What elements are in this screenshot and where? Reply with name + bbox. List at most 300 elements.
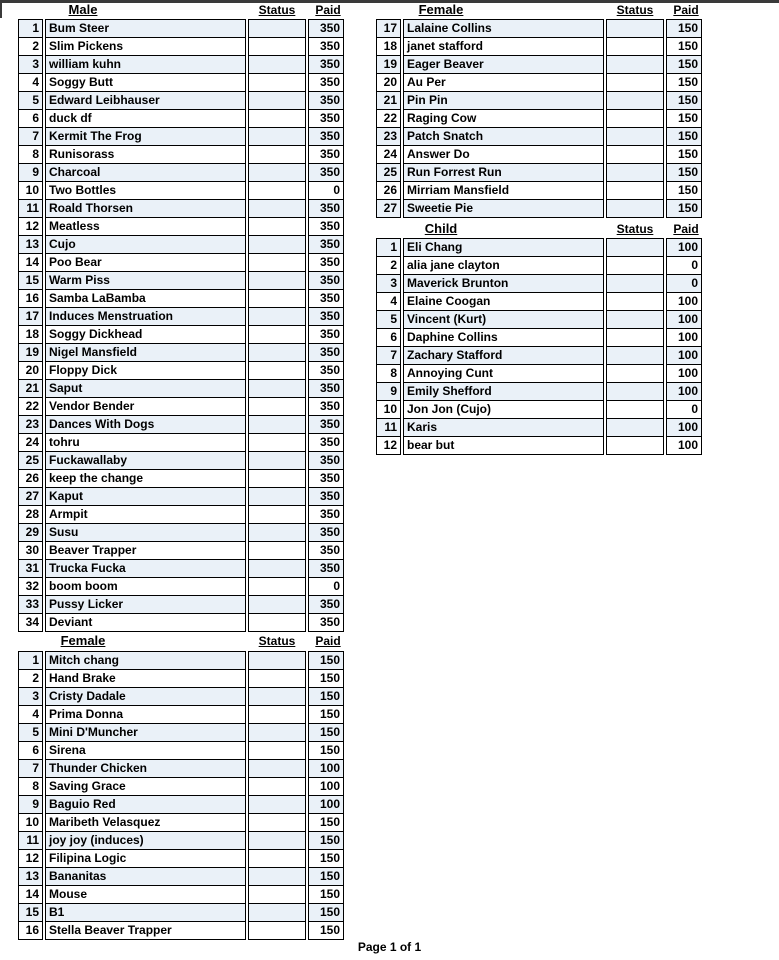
table-row xyxy=(376,274,706,293)
table-row xyxy=(376,91,706,110)
row-number-cell: 7 xyxy=(18,127,43,146)
name-cell: Daphine Collins xyxy=(403,328,604,347)
table-row xyxy=(18,127,348,146)
row-number-cell: 10 xyxy=(18,813,43,832)
status-cell xyxy=(248,505,306,524)
name-cell: Slim Pickens xyxy=(45,37,246,56)
paid-cell: 150 xyxy=(666,163,702,182)
paid-cell: 100 xyxy=(666,418,702,437)
status-cell xyxy=(248,759,306,778)
table-row xyxy=(18,885,348,904)
child-table-header xyxy=(376,221,706,238)
name-cell: Karis xyxy=(403,418,604,437)
paid-cell: 350 xyxy=(308,487,344,506)
status-cell xyxy=(248,325,306,344)
name-cell: Two Bottles xyxy=(45,181,246,200)
paid-cell: 150 xyxy=(308,651,344,670)
row-number-cell: 8 xyxy=(18,145,43,164)
name-cell: Zachary Stafford xyxy=(403,346,604,365)
table-row xyxy=(18,199,348,218)
paid-cell: 350 xyxy=(308,127,344,146)
status-cell xyxy=(606,436,664,455)
status-cell xyxy=(248,397,306,416)
paid-cell: 350 xyxy=(308,19,344,38)
status-cell xyxy=(248,55,306,74)
row-number-cell: 12 xyxy=(18,849,43,868)
row-number-cell: 27 xyxy=(376,199,401,218)
row-number-cell: 17 xyxy=(376,19,401,38)
status-cell xyxy=(248,145,306,164)
row-number-cell: 7 xyxy=(18,759,43,778)
name-cell: Cristy Dadale xyxy=(45,687,246,706)
paid-cell: 150 xyxy=(666,55,702,74)
name-cell: tohru xyxy=(45,433,246,452)
paid-cell: 100 xyxy=(666,382,702,401)
status-column-header: Status xyxy=(616,3,654,17)
row-number-cell: 32 xyxy=(18,577,43,596)
name-cell: keep the change xyxy=(45,469,246,488)
table-row xyxy=(18,849,348,868)
name-cell: Eli Chang xyxy=(403,238,604,257)
status-cell xyxy=(606,328,664,347)
row-number-cell: 1 xyxy=(18,651,43,670)
table-row xyxy=(18,343,348,362)
table-row xyxy=(376,256,706,275)
status-cell xyxy=(248,921,306,940)
name-cell: Cujo xyxy=(45,235,246,254)
row-number-cell: 20 xyxy=(376,73,401,92)
row-number-cell: 14 xyxy=(18,885,43,904)
row-number-cell: 10 xyxy=(376,400,401,419)
name-cell: Armpit xyxy=(45,505,246,524)
name-cell: Mirriam Mansfield xyxy=(403,181,604,200)
paid-cell: 350 xyxy=(308,469,344,488)
name-cell: Bum Steer xyxy=(45,19,246,38)
row-number-cell: 11 xyxy=(18,831,43,850)
status-cell xyxy=(606,238,664,257)
name-cell: Raging Cow xyxy=(403,109,604,128)
table-row xyxy=(18,903,348,922)
table-row xyxy=(18,595,348,614)
row-number-cell: 11 xyxy=(376,418,401,437)
table-row xyxy=(376,328,706,347)
name-cell: Hand Brake xyxy=(45,669,246,688)
paid-cell: 0 xyxy=(308,577,344,596)
status-column-header: Status xyxy=(616,222,654,236)
table-row xyxy=(376,55,706,74)
row-number-cell: 2 xyxy=(18,37,43,56)
paid-cell: 150 xyxy=(666,145,702,164)
name-cell: B1 xyxy=(45,903,246,922)
paid-cell: 150 xyxy=(666,127,702,146)
row-number-cell: 19 xyxy=(376,55,401,74)
name-cell: Stella Beaver Trapper xyxy=(45,921,246,940)
row-number-cell: 11 xyxy=(18,199,43,218)
paid-cell: 0 xyxy=(666,274,702,293)
status-cell xyxy=(248,253,306,272)
name-cell: Mitch chang xyxy=(45,651,246,670)
paid-cell: 350 xyxy=(308,55,344,74)
paid-cell: 150 xyxy=(666,73,702,92)
name-cell: Kaput xyxy=(45,487,246,506)
name-cell: william kuhn xyxy=(45,55,246,74)
paid-cell: 350 xyxy=(308,343,344,362)
name-cell: Soggy Dickhead xyxy=(45,325,246,344)
paid-cell: 150 xyxy=(666,19,702,38)
status-cell xyxy=(606,109,664,128)
paid-cell: 100 xyxy=(666,436,702,455)
name-cell: Filipina Logic xyxy=(45,849,246,868)
table-row xyxy=(18,759,348,778)
male-table-header xyxy=(18,2,348,19)
paid-cell: 0 xyxy=(308,181,344,200)
paid-cell: 350 xyxy=(308,451,344,470)
row-number-cell: 4 xyxy=(18,705,43,724)
status-cell xyxy=(248,199,306,218)
status-cell xyxy=(606,274,664,293)
table-title: Child xyxy=(424,221,458,236)
paid-cell: 0 xyxy=(666,256,702,275)
paid-cell: 350 xyxy=(308,505,344,524)
row-number-cell: 20 xyxy=(18,361,43,380)
paid-cell: 150 xyxy=(308,903,344,922)
status-cell xyxy=(248,37,306,56)
name-cell: Pussy Licker xyxy=(45,595,246,614)
table-title: Male xyxy=(68,2,98,17)
name-cell: Samba LaBamba xyxy=(45,289,246,308)
row-number-cell: 1 xyxy=(18,19,43,38)
paid-cell: 100 xyxy=(666,346,702,365)
status-cell xyxy=(606,382,664,401)
name-cell: bear but xyxy=(403,436,604,455)
status-cell xyxy=(248,361,306,380)
paid-cell: 350 xyxy=(308,91,344,110)
status-cell xyxy=(248,487,306,506)
table-row xyxy=(376,37,706,56)
name-cell: Emily Shefford xyxy=(403,382,604,401)
status-cell xyxy=(606,37,664,56)
name-cell: Warm Piss xyxy=(45,271,246,290)
status-cell xyxy=(248,651,306,670)
row-number-cell: 27 xyxy=(18,487,43,506)
status-cell xyxy=(606,181,664,200)
table-row xyxy=(18,867,348,886)
paid-cell: 350 xyxy=(308,253,344,272)
paid-cell: 150 xyxy=(308,687,344,706)
status-cell xyxy=(606,346,664,365)
status-cell xyxy=(248,307,306,326)
table-row xyxy=(18,687,348,706)
male-table-rows xyxy=(18,19,348,632)
name-cell: Pin Pin xyxy=(403,91,604,110)
status-cell xyxy=(248,577,306,596)
row-number-cell: 19 xyxy=(18,343,43,362)
row-number-cell: 6 xyxy=(18,741,43,760)
row-number-cell: 31 xyxy=(18,559,43,578)
row-number-cell: 12 xyxy=(376,436,401,455)
table-row xyxy=(376,436,706,455)
row-number-cell: 5 xyxy=(18,723,43,742)
name-cell: Poo Bear xyxy=(45,253,246,272)
paid-column-header: Paid xyxy=(673,3,699,17)
name-cell: Lalaine Collins xyxy=(403,19,604,38)
status-cell xyxy=(248,741,306,760)
paid-cell: 350 xyxy=(308,109,344,128)
name-cell: Eager Beaver xyxy=(403,55,604,74)
table-row xyxy=(376,418,706,437)
table-row xyxy=(18,669,348,688)
table-row xyxy=(18,723,348,742)
paid-cell: 100 xyxy=(308,759,344,778)
status-cell xyxy=(248,705,306,724)
table-title: Female xyxy=(60,633,106,648)
row-number-cell: 21 xyxy=(376,91,401,110)
row-number-cell: 4 xyxy=(18,73,43,92)
paid-cell: 150 xyxy=(666,199,702,218)
row-number-cell: 2 xyxy=(18,669,43,688)
status-cell xyxy=(606,310,664,329)
row-number-cell: 3 xyxy=(18,687,43,706)
status-cell xyxy=(606,400,664,419)
paid-cell: 150 xyxy=(666,181,702,200)
status-cell xyxy=(248,723,306,742)
row-number-cell: 4 xyxy=(376,292,401,311)
paid-cell: 350 xyxy=(308,595,344,614)
name-cell: Charcoal xyxy=(45,163,246,182)
paid-cell: 150 xyxy=(308,867,344,886)
paid-cell: 350 xyxy=(308,307,344,326)
status-cell xyxy=(248,451,306,470)
name-cell: Trucka Fucka xyxy=(45,559,246,578)
row-number-cell: 26 xyxy=(376,181,401,200)
table-row xyxy=(18,145,348,164)
paid-cell: 350 xyxy=(308,73,344,92)
name-cell: Beaver Trapper xyxy=(45,541,246,560)
paid-cell: 350 xyxy=(308,145,344,164)
row-number-cell: 8 xyxy=(18,777,43,796)
status-cell xyxy=(248,849,306,868)
row-number-cell: 34 xyxy=(18,613,43,632)
table-row xyxy=(376,109,706,128)
table-row xyxy=(18,469,348,488)
name-cell: Thunder Chicken xyxy=(45,759,246,778)
name-cell: boom boom xyxy=(45,577,246,596)
paid-cell: 150 xyxy=(308,849,344,868)
status-cell xyxy=(248,379,306,398)
female-right-table-rows xyxy=(376,19,706,218)
table-row xyxy=(18,415,348,434)
name-cell: Mini D'Muncher xyxy=(45,723,246,742)
status-cell xyxy=(248,73,306,92)
paid-column-header: Paid xyxy=(315,634,341,648)
table-row xyxy=(18,651,348,670)
table-row xyxy=(18,541,348,560)
table-row xyxy=(18,289,348,308)
status-cell xyxy=(248,19,306,38)
paid-cell: 0 xyxy=(666,400,702,419)
name-cell: Saving Grace xyxy=(45,777,246,796)
status-cell xyxy=(248,903,306,922)
row-number-cell: 13 xyxy=(18,867,43,886)
name-cell: Patch Snatch xyxy=(403,127,604,146)
paid-cell: 100 xyxy=(308,795,344,814)
row-number-cell: 18 xyxy=(376,37,401,56)
paid-cell: 150 xyxy=(666,109,702,128)
female-right-table xyxy=(376,2,706,215)
name-cell: Vincent (Kurt) xyxy=(403,310,604,329)
name-cell: Soggy Butt xyxy=(45,73,246,92)
name-cell: Saput xyxy=(45,379,246,398)
row-number-cell: 23 xyxy=(376,127,401,146)
status-cell xyxy=(248,91,306,110)
status-cell xyxy=(606,55,664,74)
status-cell xyxy=(606,418,664,437)
table-row xyxy=(18,325,348,344)
table-row xyxy=(376,19,706,38)
status-cell xyxy=(248,613,306,632)
name-cell: Mouse xyxy=(45,885,246,904)
table-row xyxy=(376,73,706,92)
table-row xyxy=(376,238,706,257)
status-cell xyxy=(248,541,306,560)
name-cell: Kermit The Frog xyxy=(45,127,246,146)
table-row xyxy=(376,163,706,182)
status-cell xyxy=(248,343,306,362)
name-cell: Fuckawallaby xyxy=(45,451,246,470)
paid-cell: 350 xyxy=(308,523,344,542)
paid-cell: 350 xyxy=(308,163,344,182)
row-number-cell: 25 xyxy=(376,163,401,182)
row-number-cell: 9 xyxy=(376,382,401,401)
paid-cell: 350 xyxy=(308,559,344,578)
row-number-cell: 22 xyxy=(18,397,43,416)
child-table-rows xyxy=(376,238,706,455)
row-number-cell: 6 xyxy=(18,109,43,128)
table-row xyxy=(18,163,348,182)
row-number-cell: 3 xyxy=(376,274,401,293)
status-cell xyxy=(248,181,306,200)
table-row xyxy=(18,235,348,254)
row-number-cell: 22 xyxy=(376,109,401,128)
paid-cell: 350 xyxy=(308,217,344,236)
status-cell xyxy=(248,469,306,488)
table-row xyxy=(376,346,706,365)
name-cell: Edward Leibhauser xyxy=(45,91,246,110)
row-number-cell: 18 xyxy=(18,325,43,344)
name-cell: duck df xyxy=(45,109,246,128)
name-cell: Maverick Brunton xyxy=(403,274,604,293)
status-cell xyxy=(248,163,306,182)
table-row xyxy=(18,577,348,596)
status-column-header: Status xyxy=(258,3,296,17)
paid-column-header: Paid xyxy=(315,3,341,17)
name-cell: Vendor Bender xyxy=(45,397,246,416)
paid-cell: 350 xyxy=(308,37,344,56)
paid-cell: 150 xyxy=(308,705,344,724)
female-left-table xyxy=(18,633,348,937)
name-cell: Runisorass xyxy=(45,145,246,164)
status-cell xyxy=(248,235,306,254)
row-number-cell: 23 xyxy=(18,415,43,434)
name-cell: Induces Menstruation xyxy=(45,307,246,326)
paid-cell: 350 xyxy=(308,397,344,416)
table-row xyxy=(18,253,348,272)
female-right-table-header xyxy=(376,2,706,19)
row-number-cell: 21 xyxy=(18,379,43,398)
row-number-cell: 3 xyxy=(18,55,43,74)
name-cell: Nigel Mansfield xyxy=(45,343,246,362)
name-cell: Jon Jon (Cujo) xyxy=(403,400,604,419)
table-row xyxy=(18,505,348,524)
table-row xyxy=(18,831,348,850)
status-cell xyxy=(248,523,306,542)
status-cell xyxy=(606,73,664,92)
paid-cell: 150 xyxy=(308,921,344,940)
name-cell: Sirena xyxy=(45,741,246,760)
table-row xyxy=(376,181,706,200)
status-cell xyxy=(248,795,306,814)
table-row xyxy=(376,199,706,218)
row-number-cell: 25 xyxy=(18,451,43,470)
status-cell xyxy=(248,669,306,688)
status-cell xyxy=(248,885,306,904)
table-row xyxy=(18,487,348,506)
row-number-cell: 6 xyxy=(376,328,401,347)
paid-cell: 350 xyxy=(308,613,344,632)
table-row xyxy=(18,741,348,760)
row-number-cell: 12 xyxy=(18,217,43,236)
name-cell: Maribeth Velasquez xyxy=(45,813,246,832)
paid-cell: 100 xyxy=(308,777,344,796)
table-row xyxy=(18,795,348,814)
status-cell xyxy=(248,595,306,614)
status-column-header: Status xyxy=(258,634,296,648)
table-row xyxy=(18,361,348,380)
paid-cell: 100 xyxy=(666,292,702,311)
table-row xyxy=(18,921,348,940)
status-cell xyxy=(248,867,306,886)
name-cell: Baguio Red xyxy=(45,795,246,814)
row-number-cell: 17 xyxy=(18,307,43,326)
female-left-table-rows xyxy=(18,651,348,940)
name-cell: Deviant xyxy=(45,613,246,632)
table-row xyxy=(18,55,348,74)
row-number-cell: 9 xyxy=(18,163,43,182)
table-row xyxy=(18,451,348,470)
table-row xyxy=(376,382,706,401)
status-cell xyxy=(248,271,306,290)
table-row xyxy=(18,523,348,542)
status-cell xyxy=(606,364,664,383)
status-cell xyxy=(606,256,664,275)
paid-cell: 100 xyxy=(666,364,702,383)
table-row xyxy=(376,310,706,329)
row-number-cell: 9 xyxy=(18,795,43,814)
paid-cell: 150 xyxy=(308,885,344,904)
row-number-cell: 5 xyxy=(18,91,43,110)
status-cell xyxy=(248,777,306,796)
row-number-cell: 29 xyxy=(18,523,43,542)
child-table xyxy=(376,221,706,452)
row-number-cell: 2 xyxy=(376,256,401,275)
row-number-cell: 5 xyxy=(376,310,401,329)
name-cell: Run Forrest Run xyxy=(403,163,604,182)
paid-column-header: Paid xyxy=(673,222,699,236)
paid-cell: 100 xyxy=(666,310,702,329)
row-number-cell: 24 xyxy=(376,145,401,164)
row-number-cell: 13 xyxy=(18,235,43,254)
paid-cell: 350 xyxy=(308,415,344,434)
